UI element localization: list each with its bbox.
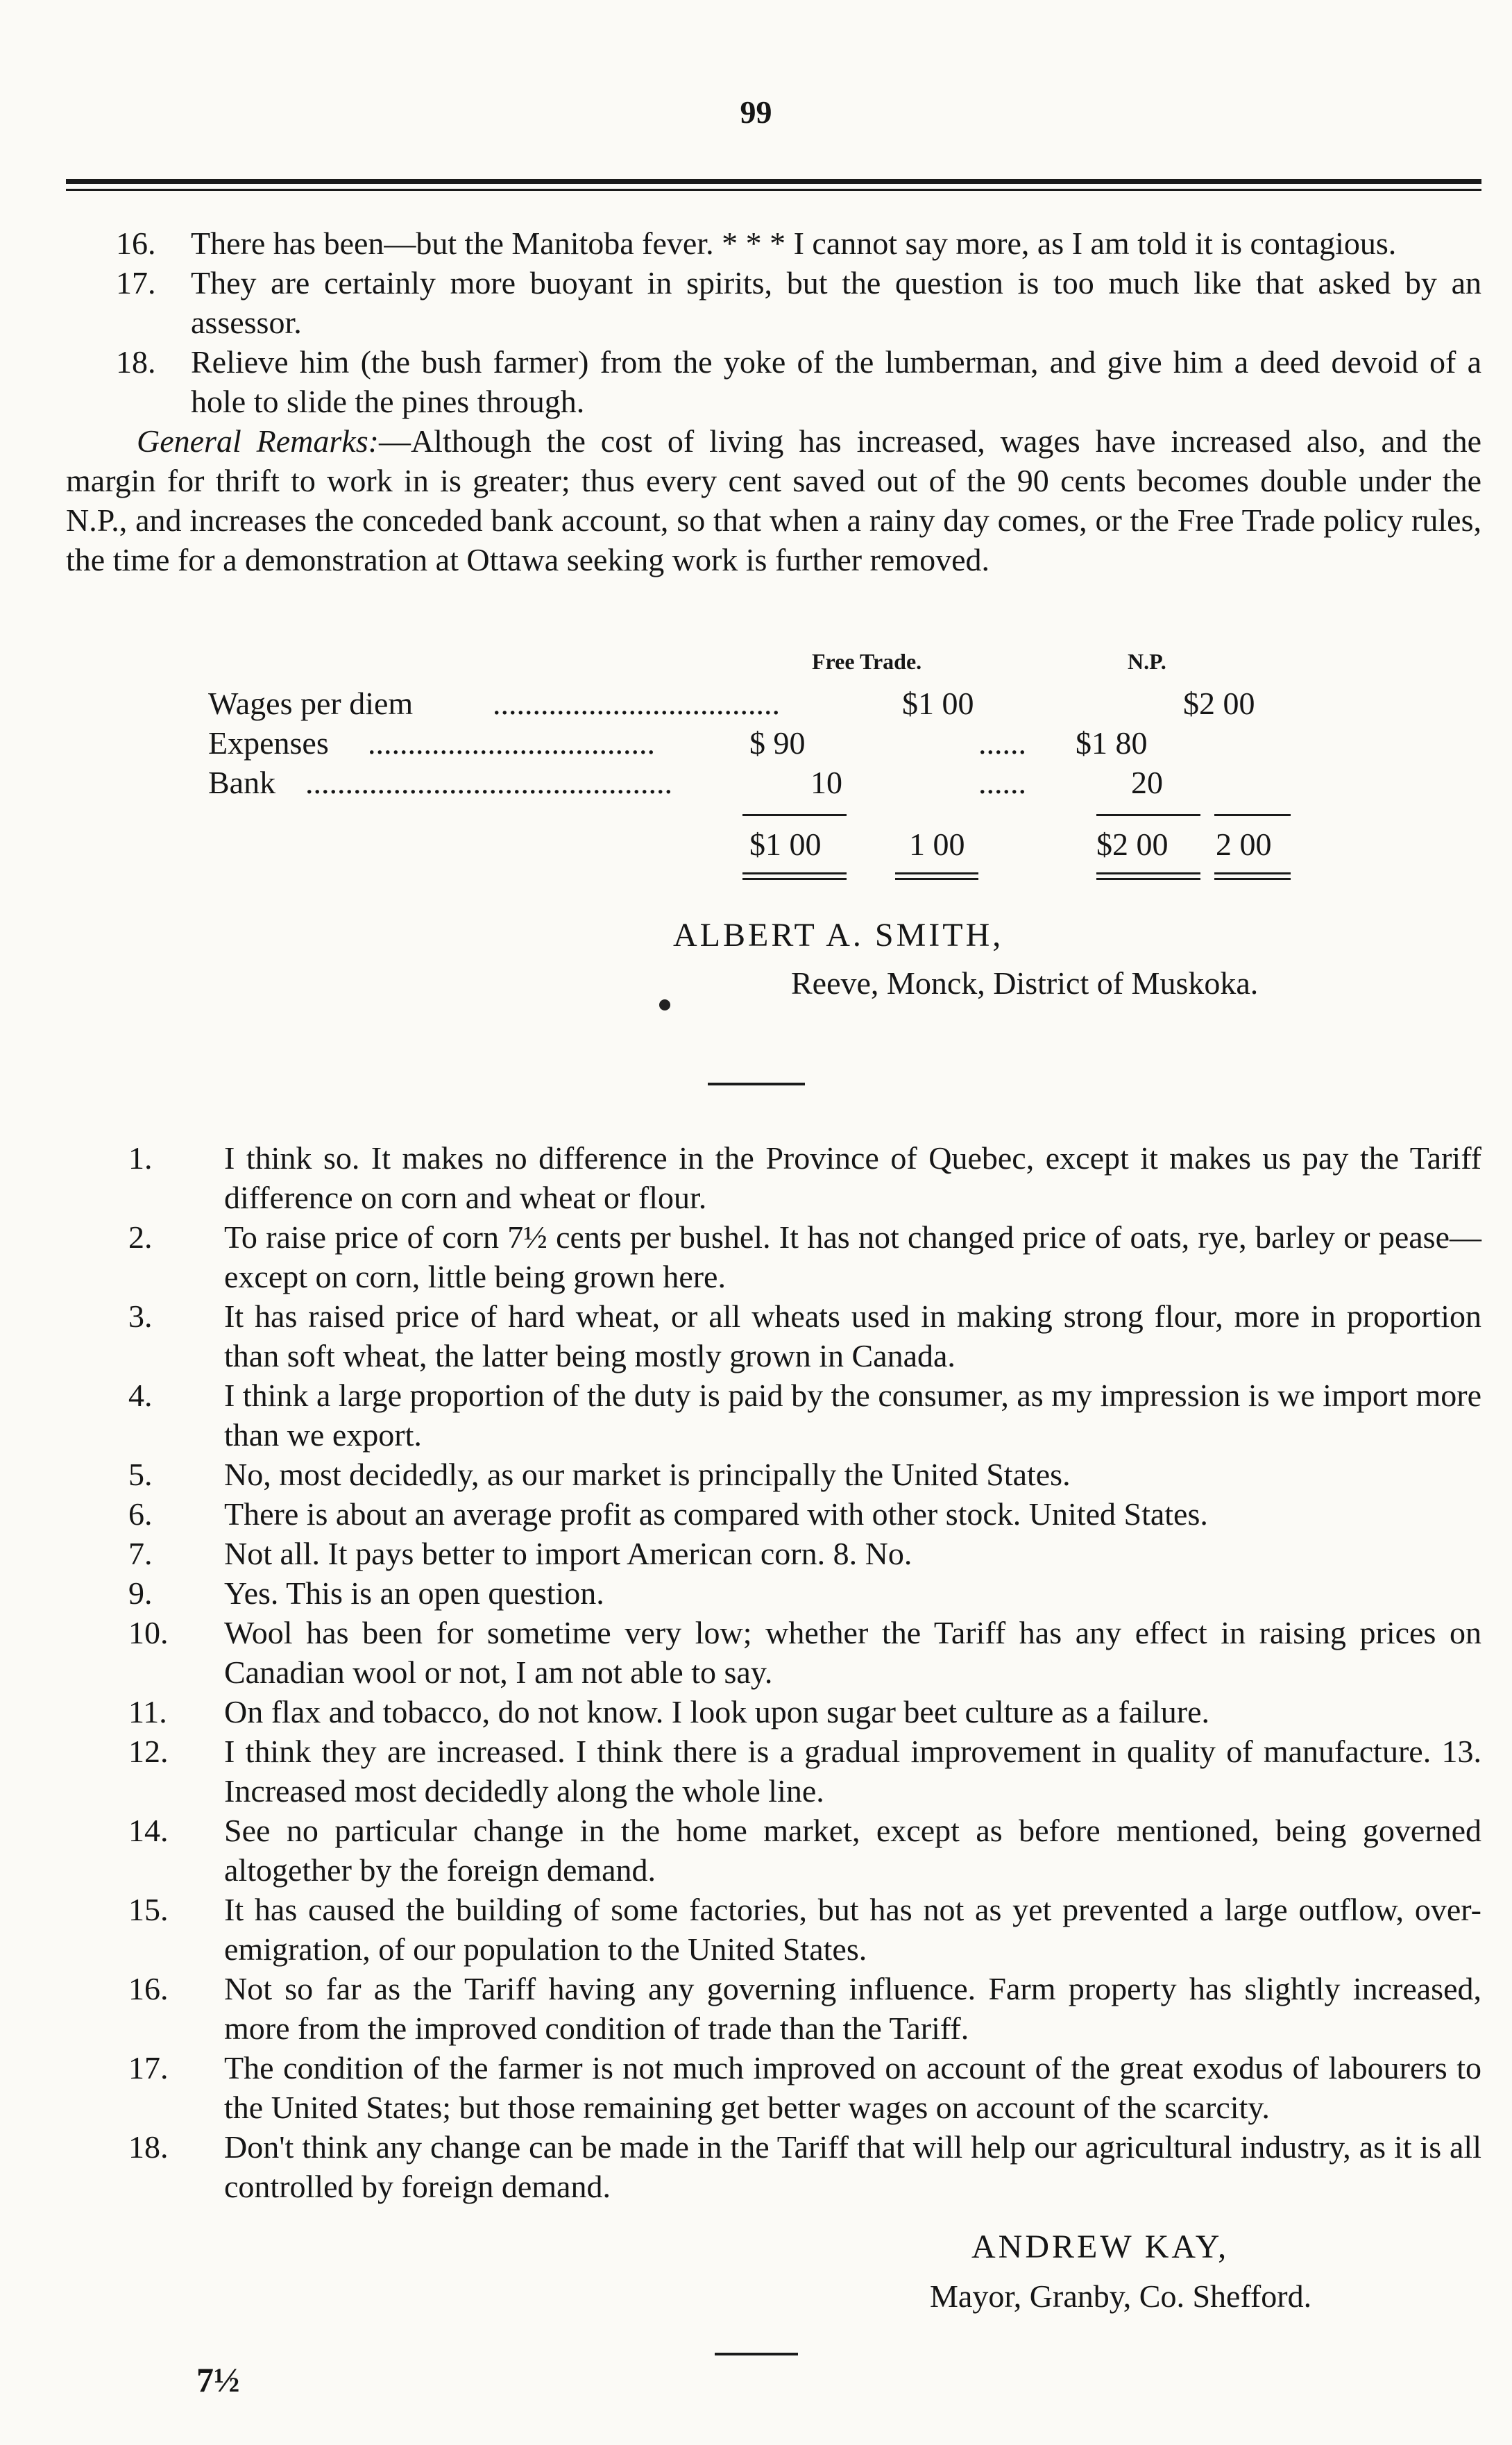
first-letter-answers bbox=[66, 223, 1481, 579]
table-row bbox=[208, 764, 1291, 804]
double-rule bbox=[742, 878, 847, 880]
answer-item: 5. No, most decidedly, as our market is principally the United States. bbox=[128, 1457, 1071, 1492]
answer-item: 7. Not all. It pays better to import American corn. 8. No. bbox=[128, 1536, 912, 1571]
answer-item: 2. To raise price of corn 7½ cents per bushel. It has not changed price of oats, rye, barley or pease—except on corn, little being grown here. bbox=[128, 1219, 1481, 1294]
answer-item: 18. Relieve him (the bush farmer) from the yoke of the lumberman, and give him a deed devoid of a hole to slide the pines through. bbox=[116, 344, 1481, 419]
answer-item: 16. Not so far as the Tariff having any governing influence. Farm property has slightly increased, more from the improved condition of trade than the Tariff. bbox=[128, 1971, 1481, 2046]
answer-item: 14. See no particular change in the home market, except as before mentioned, being governed altogether by the foreign demand. bbox=[128, 1813, 1481, 1888]
free-trade-value: $1 00 bbox=[902, 686, 974, 721]
wages-comparison-table bbox=[208, 649, 1291, 940]
answer-item: 17. They are certainly more buoyant in spirits, but the question is too much like that asked by an assessor. bbox=[116, 265, 1481, 340]
double-rule bbox=[1096, 872, 1200, 874]
signature-name: ALBERT A. SMITH, bbox=[673, 917, 1004, 954]
double-rule bbox=[895, 878, 978, 880]
double-rule bbox=[1214, 872, 1291, 874]
answer-item: 10. Wool has been for sometime very low; whether the Tariff has any effect in raising prices on Canadian wool or not, I am not able to say. bbox=[128, 1615, 1481, 1690]
double-rule bbox=[1214, 878, 1291, 880]
header-rule-thick bbox=[66, 179, 1481, 184]
double-rule bbox=[742, 872, 847, 874]
free-trade-value: 10 bbox=[810, 765, 842, 800]
double-rule bbox=[1096, 878, 1200, 880]
answer-item: 9. Yes. This is an open question. bbox=[128, 1575, 604, 1611]
np-value: 20 bbox=[1131, 765, 1163, 800]
section-divider bbox=[708, 1083, 805, 1085]
dot-leader: .............................................. bbox=[305, 765, 672, 800]
column-header-free-trade: Free Trade. bbox=[812, 649, 922, 674]
totals-row bbox=[208, 826, 1291, 865]
total-value: $2 00 bbox=[1096, 827, 1169, 862]
sum-rule bbox=[1214, 814, 1291, 816]
remarks-text: —Although the cost of living has increased, wages have increased also, and the margin for thrift to work in is greater; thus every cent saved out of the 90 cents becomes double under the N.P., and increases the conceded bank account, so that when a rainy day comes, or the Free Trade policy rules, the time for a demonstration at Ottawa seeking work is further removed. bbox=[66, 423, 1481, 577]
column-header-np: N.P. bbox=[1128, 649, 1166, 674]
second-letter-answers bbox=[66, 1138, 1481, 2206]
answer-item: 15. It has caused the building of some factories, but has not as yet prevented a large outflow, over-emigration, of our population to the United States. bbox=[128, 1892, 1481, 1967]
np-value: $1 80 bbox=[1076, 725, 1148, 761]
double-rule bbox=[895, 872, 978, 874]
table-row bbox=[208, 725, 1291, 764]
dot-leader: .................................... bbox=[493, 686, 780, 721]
total-value: 1 00 bbox=[909, 827, 965, 862]
row-label: Bank bbox=[208, 765, 276, 800]
answer-item: 11. On flax and tobacco, do not know. I look upon sugar beet culture as a failure. bbox=[128, 1694, 1210, 1729]
np-value: $2 00 bbox=[1183, 686, 1255, 721]
signature-title: Reeve, Monck, District of Muskoka. bbox=[791, 965, 1259, 1001]
answer-item: 6. There is about an average profit as compared with other stock. United States. bbox=[128, 1496, 1208, 1532]
total-value: $1 00 bbox=[749, 827, 822, 862]
general-remarks bbox=[66, 421, 1481, 579]
np-dot-leader: ...... bbox=[978, 725, 1026, 761]
row-label: Expenses bbox=[208, 725, 329, 761]
dot-leader: .................................... bbox=[368, 725, 655, 761]
row-label: Wages per diem bbox=[208, 686, 414, 721]
signature-mark: 7½ bbox=[196, 2360, 240, 2399]
free-trade-value: $ 90 bbox=[749, 725, 806, 761]
table-row bbox=[208, 685, 1291, 725]
answer-item: 12. I think they are increased. I think there is a gradual improvement in quality of manufacture. 13. Increased most decidedly along the whole line. bbox=[128, 1734, 1481, 1809]
total-value: 2 00 bbox=[1216, 827, 1272, 862]
page-number: 99 bbox=[740, 94, 772, 130]
answer-item: 18. Don't think any change can be made in the Tariff that will help our agricultural industry, as it is all controlled by foreign demand. bbox=[128, 2129, 1481, 2204]
signature-name: ANDREW KAY, bbox=[971, 2228, 1230, 2265]
answer-item: 4. I think a large proportion of the duty is paid by the consumer, as my impression is we import more than we export. bbox=[128, 1378, 1481, 1453]
signature-title: Mayor, Granby, Co. Shefford. bbox=[930, 2278, 1312, 2314]
np-dot-leader: ...... bbox=[978, 765, 1026, 800]
section-divider bbox=[715, 2353, 798, 2355]
answer-item: 1. I think so. It makes no difference in the Province of Quebec, except it makes us pay the Tariff difference on corn and wheat or flour. bbox=[128, 1140, 1481, 1215]
answer-item: 17. The condition of the farmer is not much improved on account of the great exodus of labourers to the United States; but those remaining get better wages on account of the scarcity. bbox=[128, 2050, 1481, 2125]
answer-item: 16. There has been—but the Manitoba fever. * * * I cannot say more, as I am told it is contagious. bbox=[116, 226, 1397, 261]
sum-rule bbox=[1096, 814, 1200, 816]
header-rule-thin bbox=[66, 189, 1481, 191]
sum-rule bbox=[742, 814, 847, 816]
ink-dot bbox=[659, 999, 670, 1010]
answer-item: 3. It has raised price of hard wheat, or all wheats used in making strong flour, more in proportion than soft wheat, the latter being mostly grown in Canada. bbox=[128, 1298, 1481, 1373]
remarks-label: General Remarks: bbox=[137, 423, 379, 459]
